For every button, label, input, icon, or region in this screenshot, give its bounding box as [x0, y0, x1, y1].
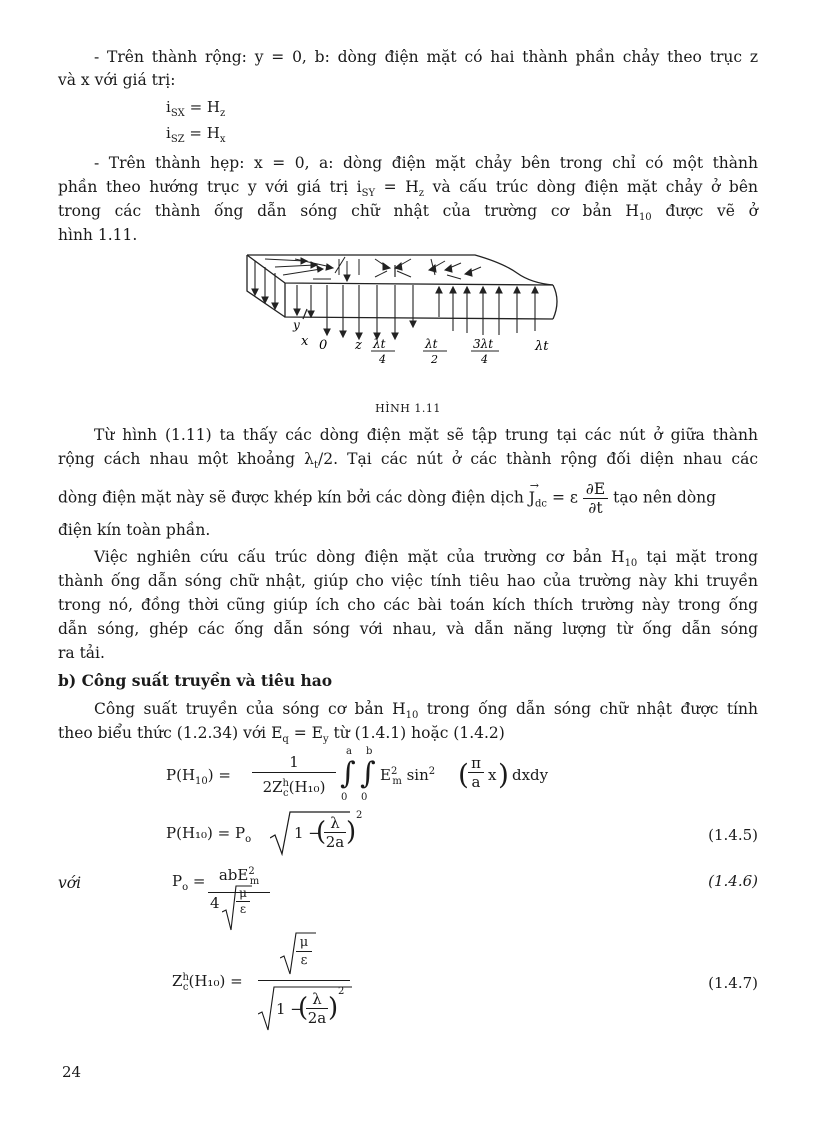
displacement-current-symbol: → J	[528, 478, 540, 507]
paragraph-line: - Trên thành hẹp: x = 0, a: dòng điện mặt chảy bên trong chỉ có một thành	[94, 154, 758, 172]
paragraph-line: Công suất truyền của sóng cơ bản $H_{10}$ trong ống dẫn sóng chữ nhật được tính	[94, 700, 758, 722]
paragraph-line: dẫn sóng, ghép các ống dẫn sóng với nhau, và dẫn năng lượng từ ống dẫn sóng	[58, 620, 758, 638]
partial-derivative: $\frac{\partial E}{\partial t}$	[583, 480, 608, 517]
fig-label-full: λt	[535, 339, 549, 354]
equation-isx: $i_{SX} = H_z$	[166, 98, 226, 119]
book-page: - Trên thành rộng: y = 0, b: dòng điện mặt có hai thành phần chảy theo trục z và x với giá trị: $i_{SX} = H_z$ $i_{SZ} = H_x$ - Trên thành hẹp: x = 0, a: dòng điện mặt chảy bên trong chỉ có một thành phần theo hướng trục y với giá trị $i_{SY} = H_z$ và cấu trúc dòng điện mặt chảy ở bên trong các thành ống dẫn sóng chữ nhật của trường cơ bản $H_{10}$ được vẽ ở hình 1.11. x y 0 z λt 4 λt 2 3λt 4 λt HÌNH 1.11 Từ hình (1.11) ta thấy các dòng điện mặt sẽ tập trung tại các nút ở giữa thành rộng cách nhau một khoảng $\lambda_t/2$. Tại các nút ở các thành rộng đối diện nhau các dòng điện mặt này sẽ được khép kín bởi các dòng điện dịch → $J_{dc} = \varepsilon$ $\frac{\partial E}{\partial t}$ tạo nên dòng điện kín toàn phần. Việc nghiên cứu cấu trúc dòng điện mặt của trường cơ bản $H_{10}$ tại mặt trong thành ống dẫn sóng chữ nhật, giúp cho việc tính tiêu hao của trường này khi truyền trong nó, đồng thời cũng giúp ích cho các bài toán kích thích trường này trong ống dẫn sóng, ghép các ống dẫn sóng với nhau, và dẫn năng lượng từ ống dẫn sóng ra tải. b) Công suất truyền và tiêu hao Công suất truyền của sóng cơ bản $H_{10}$ trong ống dẫn sóng chữ nhật được tính theo biểu thức (1.2.34) với $E_q = E_y$ từ (1.4.1) hoặc (1.4.2) $P(H_{10})$ = 1 $2Z^h_c(H_{10})$ ∫ a 0 ∫ b 0 $E^2_m$ $\sin^2$ ( π a x ) dxdy $P(H_{10}) = P_o$ 1 − ( λ 2a ) 2 (1.4.5) với $P_o$ = abE$^2_m$ 4 μ ε (1.4.6) $Z^h_c(H_{10})$ = μ ε 1 − ( λ 2a ) 2 (1.4.7) 24	[0, 0, 816, 1123]
fig-label-q1-den: 4	[379, 353, 386, 366]
equation-power-sqrt: $P(H_{10}) = P_o$ 1 − ( λ 2a ) 2	[166, 808, 376, 858]
equation-number: (1.4.5)	[708, 826, 758, 844]
paragraph-line: và x với giá trị:	[58, 71, 176, 89]
section-heading: b) Công suất truyền và tiêu hao	[58, 671, 333, 690]
paragraph-line: - Trên thành rộng: y = 0, b: dòng điện mặt có hai thành phần chảy theo trục z	[94, 48, 758, 66]
fig-label-q2-num: λt	[425, 337, 438, 351]
fig-label-z: z	[355, 338, 362, 353]
paragraph-line: trong các thành ống dẫn sóng chữ nhật của trường cơ bản $H_{10}$ được vẽ ở	[58, 202, 758, 224]
paragraph-line: phần theo hướng trục y với giá trị $i_{SY} = H_z$ và cấu trúc dòng điện mặt chảy ở bên	[58, 178, 758, 200]
paragraph-line: Từ hình (1.11) ta thấy các dòng điện mặt sẽ tập trung tại các nút ở giữa thành	[94, 426, 758, 444]
paragraph-line: ra tải.	[58, 644, 105, 662]
paragraph-line: rộng cách nhau một khoảng $\lambda_t/2$. Tại các nút ở các thành rộng đối diện nhau các	[58, 450, 758, 472]
fig-label-origin: 0	[319, 338, 328, 353]
fig-label-x: x	[301, 334, 309, 349]
fig-label-q3-num: 3λt	[473, 337, 494, 351]
paragraph-line: trong nó, đồng thời cũng giúp ích cho các bài toán kích thích trường này trong ống	[58, 596, 758, 614]
equation-isz: $i_{SZ} = H_x$	[166, 124, 226, 145]
equation-impedance: $Z^h_c(H_{10})$ = μ ε 1 − ( λ 2a ) 2	[172, 930, 372, 1040]
fig-label-q2-den: 2	[431, 353, 438, 366]
paragraph-line: hình 1.11.	[58, 226, 138, 244]
paragraph-line: điện kín toàn phần.	[58, 521, 211, 539]
equation-number: (1.4.7)	[708, 974, 758, 992]
fig-label-q1-num: λt	[373, 337, 386, 351]
fig-label-q3-den: 4	[481, 353, 488, 366]
paragraph-line: theo biểu thức (1.2.34) với $E_q = E_y$ từ (1.4.1) hoặc (1.4.2)	[58, 724, 505, 746]
word-voi: với	[58, 874, 82, 892]
equation-number: (1.4.6)	[708, 872, 758, 890]
page-number: 24	[62, 1063, 82, 1081]
paragraph-line: Việc nghiên cứu cấu trúc dòng điện mặt của trường cơ bản $H_{10}$ tại mặt trong	[94, 548, 758, 570]
fig-label-y: y	[293, 318, 300, 332]
waveguide-figure	[235, 245, 575, 375]
equation-po: $P_o$ = abE$^2_m$ 4 μ ε	[172, 862, 282, 932]
paragraph-line: dòng điện mặt này sẽ được khép kín bởi các dòng điện dịch → $J_{dc} = \varepsilon$ $\frac{\partial E}{\partial t}$ tạo nên dòng	[58, 478, 717, 517]
figure-caption: HÌNH 1.11	[375, 402, 441, 415]
paragraph-line: thành ống dẫn sóng chữ nhật, giúp cho việc tính tiêu hao của trường này khi truyền	[58, 572, 758, 590]
